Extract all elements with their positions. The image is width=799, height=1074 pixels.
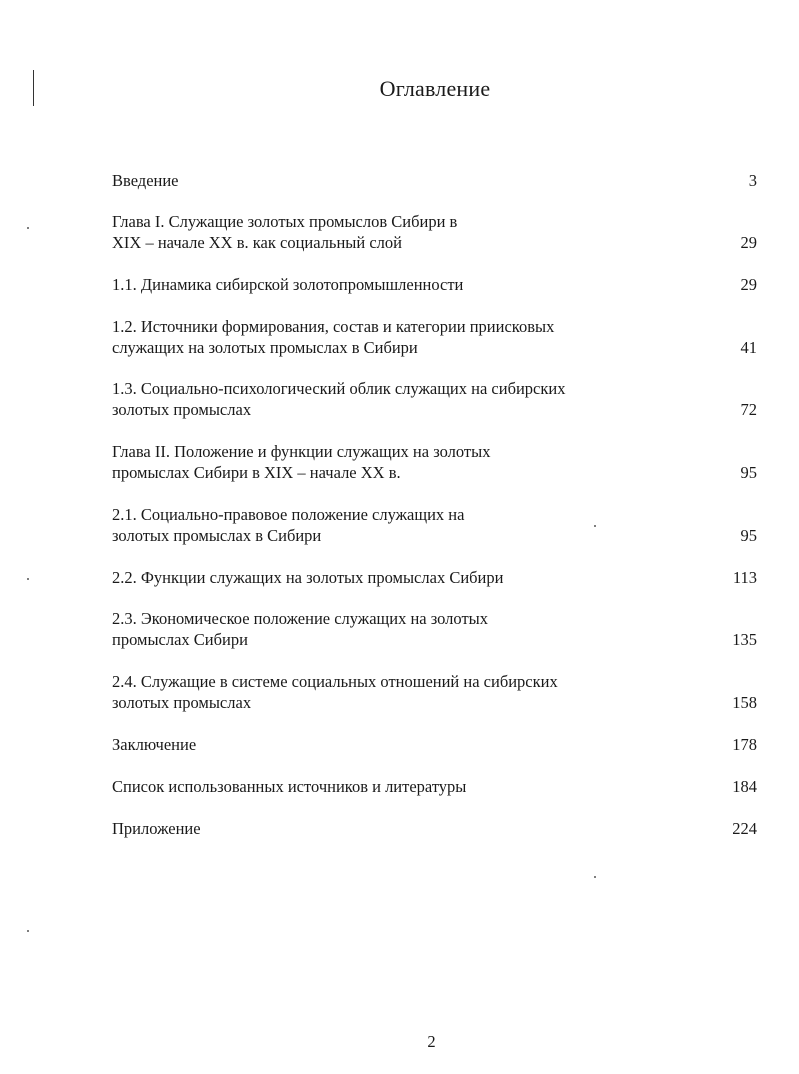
toc-page-number: 29 — [740, 275, 757, 294]
toc-entry-text: Введение — [112, 171, 179, 190]
toc-entry-text: 1.3. Социально-психологический облик служащих на сибирских — [112, 379, 566, 398]
toc-page-number: 95 — [740, 463, 757, 482]
toc-entry-text: промыслах Сибири — [112, 630, 248, 649]
toc-entry-text: промыслах Сибири в XIX – начале XX в. — [112, 463, 401, 482]
toc-entry-text: 2.1. Социально-правовое положение служащих на — [112, 505, 465, 524]
toc-page-number: 135 — [732, 630, 757, 649]
toc-entry[interactable] — [112, 567, 757, 588]
toc-entry[interactable] — [112, 504, 757, 546]
toc-page-number: 29 — [740, 233, 757, 252]
toc-page-number: 3 — [748, 171, 757, 190]
toc-entry[interactable] — [112, 671, 757, 713]
toc-entry-text: Список использованных источников и литературы — [112, 777, 467, 796]
toc-entry-text: Глава II. Положение и функции служащих на золотых — [112, 442, 491, 461]
toc-entry-text: золотых промыслах в Сибири — [112, 526, 322, 545]
page-number: 2 — [427, 1032, 436, 1051]
toc-entry-text: 1.1. Динамика сибирской золотопромышленности — [112, 275, 464, 294]
toc-entry[interactable] — [112, 818, 757, 839]
page-title: Оглавление — [379, 76, 491, 101]
toc-entry[interactable] — [112, 776, 757, 797]
toc-entry[interactable] — [112, 274, 757, 295]
toc-entry-text: Глава I. Служащие золотых промыслов Сибири в — [112, 212, 458, 231]
toc-page-number: 113 — [732, 568, 757, 587]
toc-page-number: 72 — [740, 400, 757, 419]
toc-entry-text: золотых промыслах — [112, 693, 252, 712]
toc-entry-text: 2.4. Служащие в системе социальных отношений на сибирских — [112, 672, 558, 691]
toc-entry-text: золотых промыслах — [112, 400, 252, 419]
toc-page-number: 178 — [732, 735, 757, 754]
toc-page-number: 224 — [732, 819, 757, 838]
toc-page-number: 184 — [732, 777, 757, 796]
toc-entry[interactable] — [112, 211, 757, 253]
toc-entry-text: 2.3. Экономическое положение служащих на золотых — [112, 609, 488, 628]
toc-page-number: 41 — [740, 338, 757, 357]
toc-entry[interactable] — [112, 608, 757, 650]
toc-entry-text: 2.2. Функции служащих на золотых промыслах Сибири — [112, 568, 504, 587]
toc-entry-text: Заключение — [112, 735, 197, 754]
toc-entry[interactable] — [112, 441, 757, 483]
toc-entry-text: служащих на золотых промыслах в Сибири — [112, 338, 418, 357]
toc-entry[interactable] — [112, 378, 757, 420]
toc-entry[interactable] — [112, 170, 757, 191]
toc-entry-text: Приложение — [112, 819, 201, 838]
toc-entry[interactable] — [112, 316, 757, 358]
toc-page-number: 95 — [740, 526, 757, 545]
toc-entry-text: XIX – начале XX в. как социальный слой — [112, 233, 402, 252]
toc-entry[interactable] — [112, 734, 757, 755]
toc-entry-text: 1.2. Источники формирования, состав и категории приисковых — [112, 317, 555, 336]
toc-page-number: 158 — [732, 693, 757, 712]
